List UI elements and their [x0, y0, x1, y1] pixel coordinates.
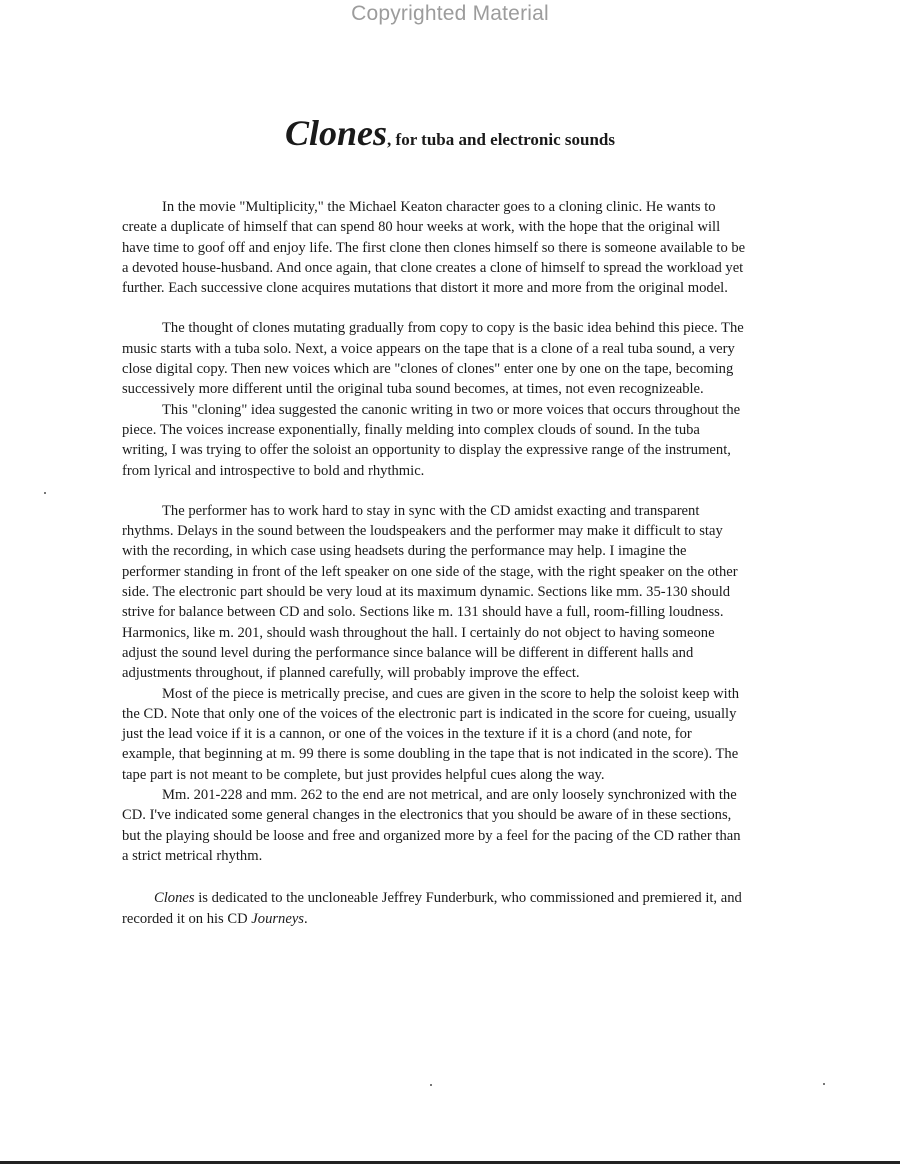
dedication-title: Clones [154, 890, 195, 907]
dedication-period: . [303, 910, 308, 927]
paragraph-performer-sync: The performer has to work hard to stay in sync with the CD amidst exacting and transparent rhythms. Delays in the sound between the loudspeakers and the performer may make it difficult to stay with the recording, in which case using headsets during the performance may help. I imagine the performer standing in front of the left speaker on one side of the stage, with the right speaker on the other side. The electronic part should be very loud at its maximum dynamic. Sections like mm. 35-130 should strive for balance between CD and solo. Sections like m. 131 should have a full, room-filling loudness. Harmonics, like m. 201, should wash throughout the hall. I certainly do not object to having someone adjust the sound level during the performance since balance will be different in different halls and adjustments throughout, if planned carefully, will probably improve the effect. [122, 502, 738, 682]
page-title [0, 112, 900, 154]
paragraph-multiplicity: In the movie "Multiplicity," the Michael Keaton character goes to a cloning clinic. He wants to create a duplicate of himself that can spend 80 hour weeks at work, with the hope that the original will have time to goof off and enjoy life. The first clone then clones himself so there is someone available to be a devoted house-husband. And once again, that clone creates a clone of himself to spread the workload yet further. Each successive clone acquires mutations that distort it more and more from the original model. [122, 199, 746, 297]
dedication-text: is dedicated to the uncloneable Jeffrey Funderburk, who commissioned and premiered it, and recorded it on his CD [122, 890, 742, 927]
copyright-watermark: Copyrighted Material [351, 2, 549, 25]
paragraph-non-metrical: Mm. 201-228 and mm. 262 to the end are not metrical, and are only loosely synchronized with the CD. I've indicated some general changes in the electronics that you should be aware of in these sections, but the playing should be loose and free and organized more by a feel for the pacing of the CD rather than a strict metrical rhythm. [122, 787, 741, 864]
paragraph-metrical-cues: Most of the piece is metrically precise, and cues are given in the score to help the soloist keep with the CD. Note that only one of the voices of the electronic part is indicated in the score for cueing, usually just the lead voice if it is a cannon, or one of the voices in the texture if it is a chord (and note, for example, that beginning at m. 99 there is some doubling in the tape that is not indicated in the score). The tape part is not meant to be complete, but just provides helpful cues along the way. [122, 685, 740, 783]
scan-speck [430, 1084, 432, 1086]
scan-speck [44, 492, 46, 494]
scan-speck [823, 1083, 825, 1085]
paragraph-canonic-writing: This "cloning" idea suggested the canonic writing in two or more voices that occurs throughout the piece. The voices increase exponentially, finally melding into complex clouds of sound. In the tuba writing, I was trying to offer the soloist an opportunity to display the expressive range of the instrument, from lyrical and introspective to bold and rhythmic. [122, 401, 741, 479]
title-subtitle: , for tuba and electronic sounds [387, 130, 615, 149]
paragraph-clone-idea: The thought of clones mutating gradually from copy to copy is the basic idea behind this piece. The music starts with a tuba solo. Next, a voice appears on the tape that is a clone of a real tuba sound, a very close digital copy. Then new voices which are "clones of clones" enter one by one on the tape, becoming successively more different until the original tuba sound becomes, at times, not even recognizeable. [122, 320, 744, 398]
dedication-album: Journeys [251, 910, 304, 927]
title-main: Clones [285, 113, 388, 153]
program-notes-body [122, 197, 747, 929]
paragraph-dedication [122, 888, 747, 929]
